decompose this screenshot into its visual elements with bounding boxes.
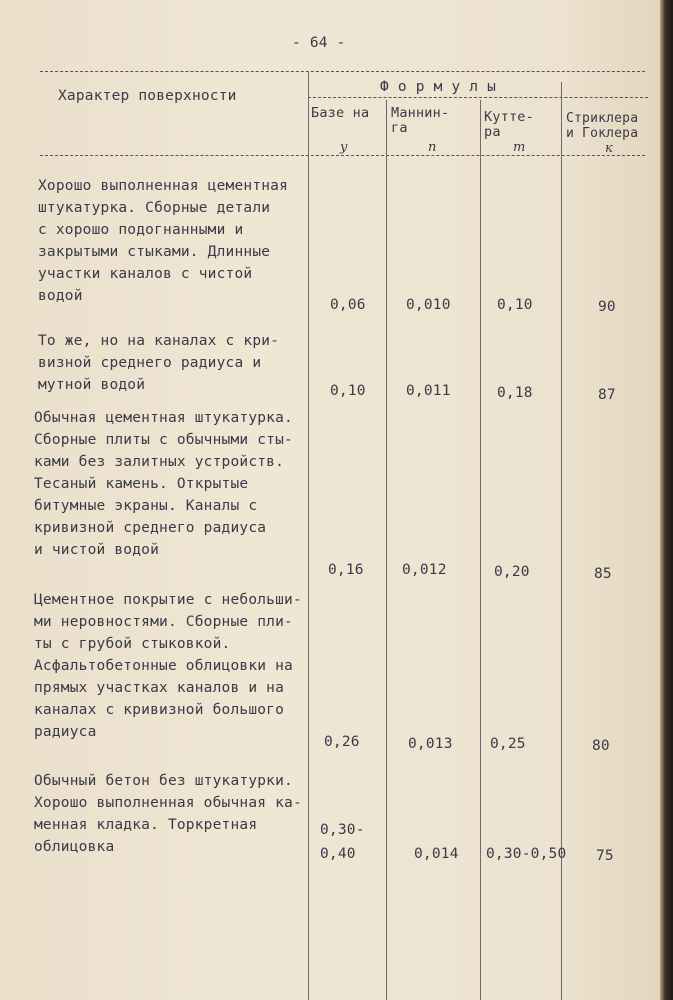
row-1-manning: 0,010 <box>406 297 451 313</box>
column-header-bazen: Базе на <box>311 105 370 121</box>
column-symbol-manning: n <box>428 140 437 155</box>
header-top-rule <box>40 71 645 72</box>
row-4-kutter: 0,25 <box>490 736 526 752</box>
column-divider-3 <box>480 100 481 1000</box>
column-divider-1 <box>308 72 309 1000</box>
row-4-manning: 0,013 <box>408 736 453 752</box>
row-5-kutter: 0,30-0,50 <box>486 846 567 862</box>
row-5-description: Обычный бетон без штукатурки. Хорошо выполненная обычная ка- менная кладка. Торкретная облицовка <box>34 773 302 855</box>
row-1-bazen: 0,06 <box>330 297 366 313</box>
formulas-header: Ф о р м у л ы <box>380 79 497 95</box>
page-edge-shadow <box>660 0 673 1000</box>
row-2-strickler: 87 <box>598 387 616 403</box>
row-2-description: То же, но на каналах с кри- визной среднего радиуса и мутной водой <box>38 333 280 393</box>
row-3-kutter: 0,20 <box>494 564 530 580</box>
column-header-manning: Маннин- га <box>391 105 450 136</box>
column-header-kutter: Кутте- ра <box>484 109 534 140</box>
page-number: - 64 - <box>292 35 346 51</box>
row-5-manning: 0,014 <box>414 846 459 862</box>
column-symbol-strickler: к <box>605 141 613 156</box>
column-divider-2 <box>386 100 387 1000</box>
row-3-bazen: 0,16 <box>328 562 364 578</box>
column-symbol-kutter: m <box>513 140 526 155</box>
row-2-bazen: 0,10 <box>330 383 366 399</box>
row-4-strickler: 80 <box>592 738 610 754</box>
row-5-strickler: 75 <box>596 848 614 864</box>
row-5-bazen: 0,30- 0,40 <box>320 822 365 862</box>
row-4-bazen: 0,26 <box>324 734 360 750</box>
row-2-manning: 0,011 <box>406 383 451 399</box>
column-symbol-bazen: у <box>340 140 348 155</box>
surface-header: Характер поверхности <box>58 88 237 104</box>
row-3-description: Обычная цементная штукатурка. Сборные плиты с обычными сты- ками без залитных устройств. Тесаный камень. Открытые битумные экраны. Каналы с кривизной среднего радиуса и чистой водой <box>34 410 293 558</box>
row-1-description: Хорошо выполненная цементная штукатурка. Сборные детали с хорошо подогнанными и закрытыми стыками. Длинные участки каналов с чистой водой <box>38 178 289 304</box>
row-4-description: Цементное покрытие с небольши- ми неровностями. Сборные пли- ты с грубой стыковкой. Асфальтобетонные облицовки на прямых участках каналов и на каналах с кривизной большого радиуса <box>34 592 302 740</box>
row-3-strickler: 85 <box>594 566 612 582</box>
column-header-strickler: Стриклера и Гоклера <box>566 111 639 141</box>
row-1-kutter: 0,10 <box>497 297 533 313</box>
row-1-strickler: 90 <box>598 299 616 315</box>
row-2-kutter: 0,18 <box>497 385 533 401</box>
row-3-manning: 0,012 <box>402 562 447 578</box>
